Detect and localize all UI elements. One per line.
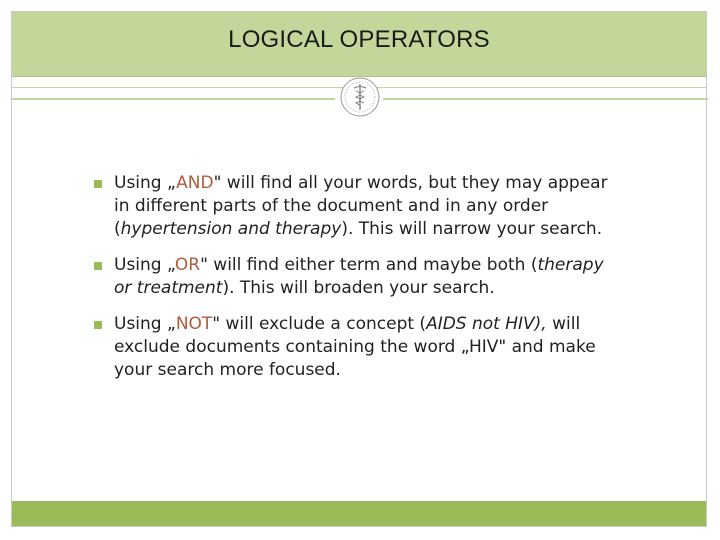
list-item [92,313,612,382]
example-query: hypertension and therapy [120,219,342,239]
bullet-text: " will find either term and maybe both ( [200,255,538,275]
bullet-text: Using „ [114,173,177,193]
bullet-marker-icon [94,180,102,188]
list-item [92,254,612,300]
bullet-marker-icon [94,321,102,329]
divider-line-right [383,98,708,100]
bullet-text: will exclude documents containing the word „HIV" and make your search more focused. [114,314,596,380]
operator-keyword: OR [174,255,201,275]
bullet-text: ). This will narrow your search. [341,219,603,239]
divider-line-left [12,98,335,100]
bullet-text: " will find all your words, but they may appear in different parts of the document and in any order ( [114,173,608,239]
example-query: AIDS not HIV), [426,314,547,334]
title-band [12,12,706,77]
operator-keyword: AND [176,173,214,193]
operator-keyword: NOT [175,314,213,334]
bullet-text: " will exclude a concept ( [212,314,427,334]
slide [11,11,707,527]
bullet-text: ). This will broaden your search. [222,278,495,298]
slide-title: LOGICAL OPERATORS [228,26,490,53]
bullet-text: Using „ [114,255,175,275]
caduceus-seal-icon [339,76,381,118]
list-item [92,172,612,241]
bullet-text: Using „ [114,314,176,334]
bullet-marker-icon [94,262,102,270]
footer-band [12,501,706,526]
example-query: therapy or treatment [114,255,604,298]
bullet-list [92,172,612,395]
